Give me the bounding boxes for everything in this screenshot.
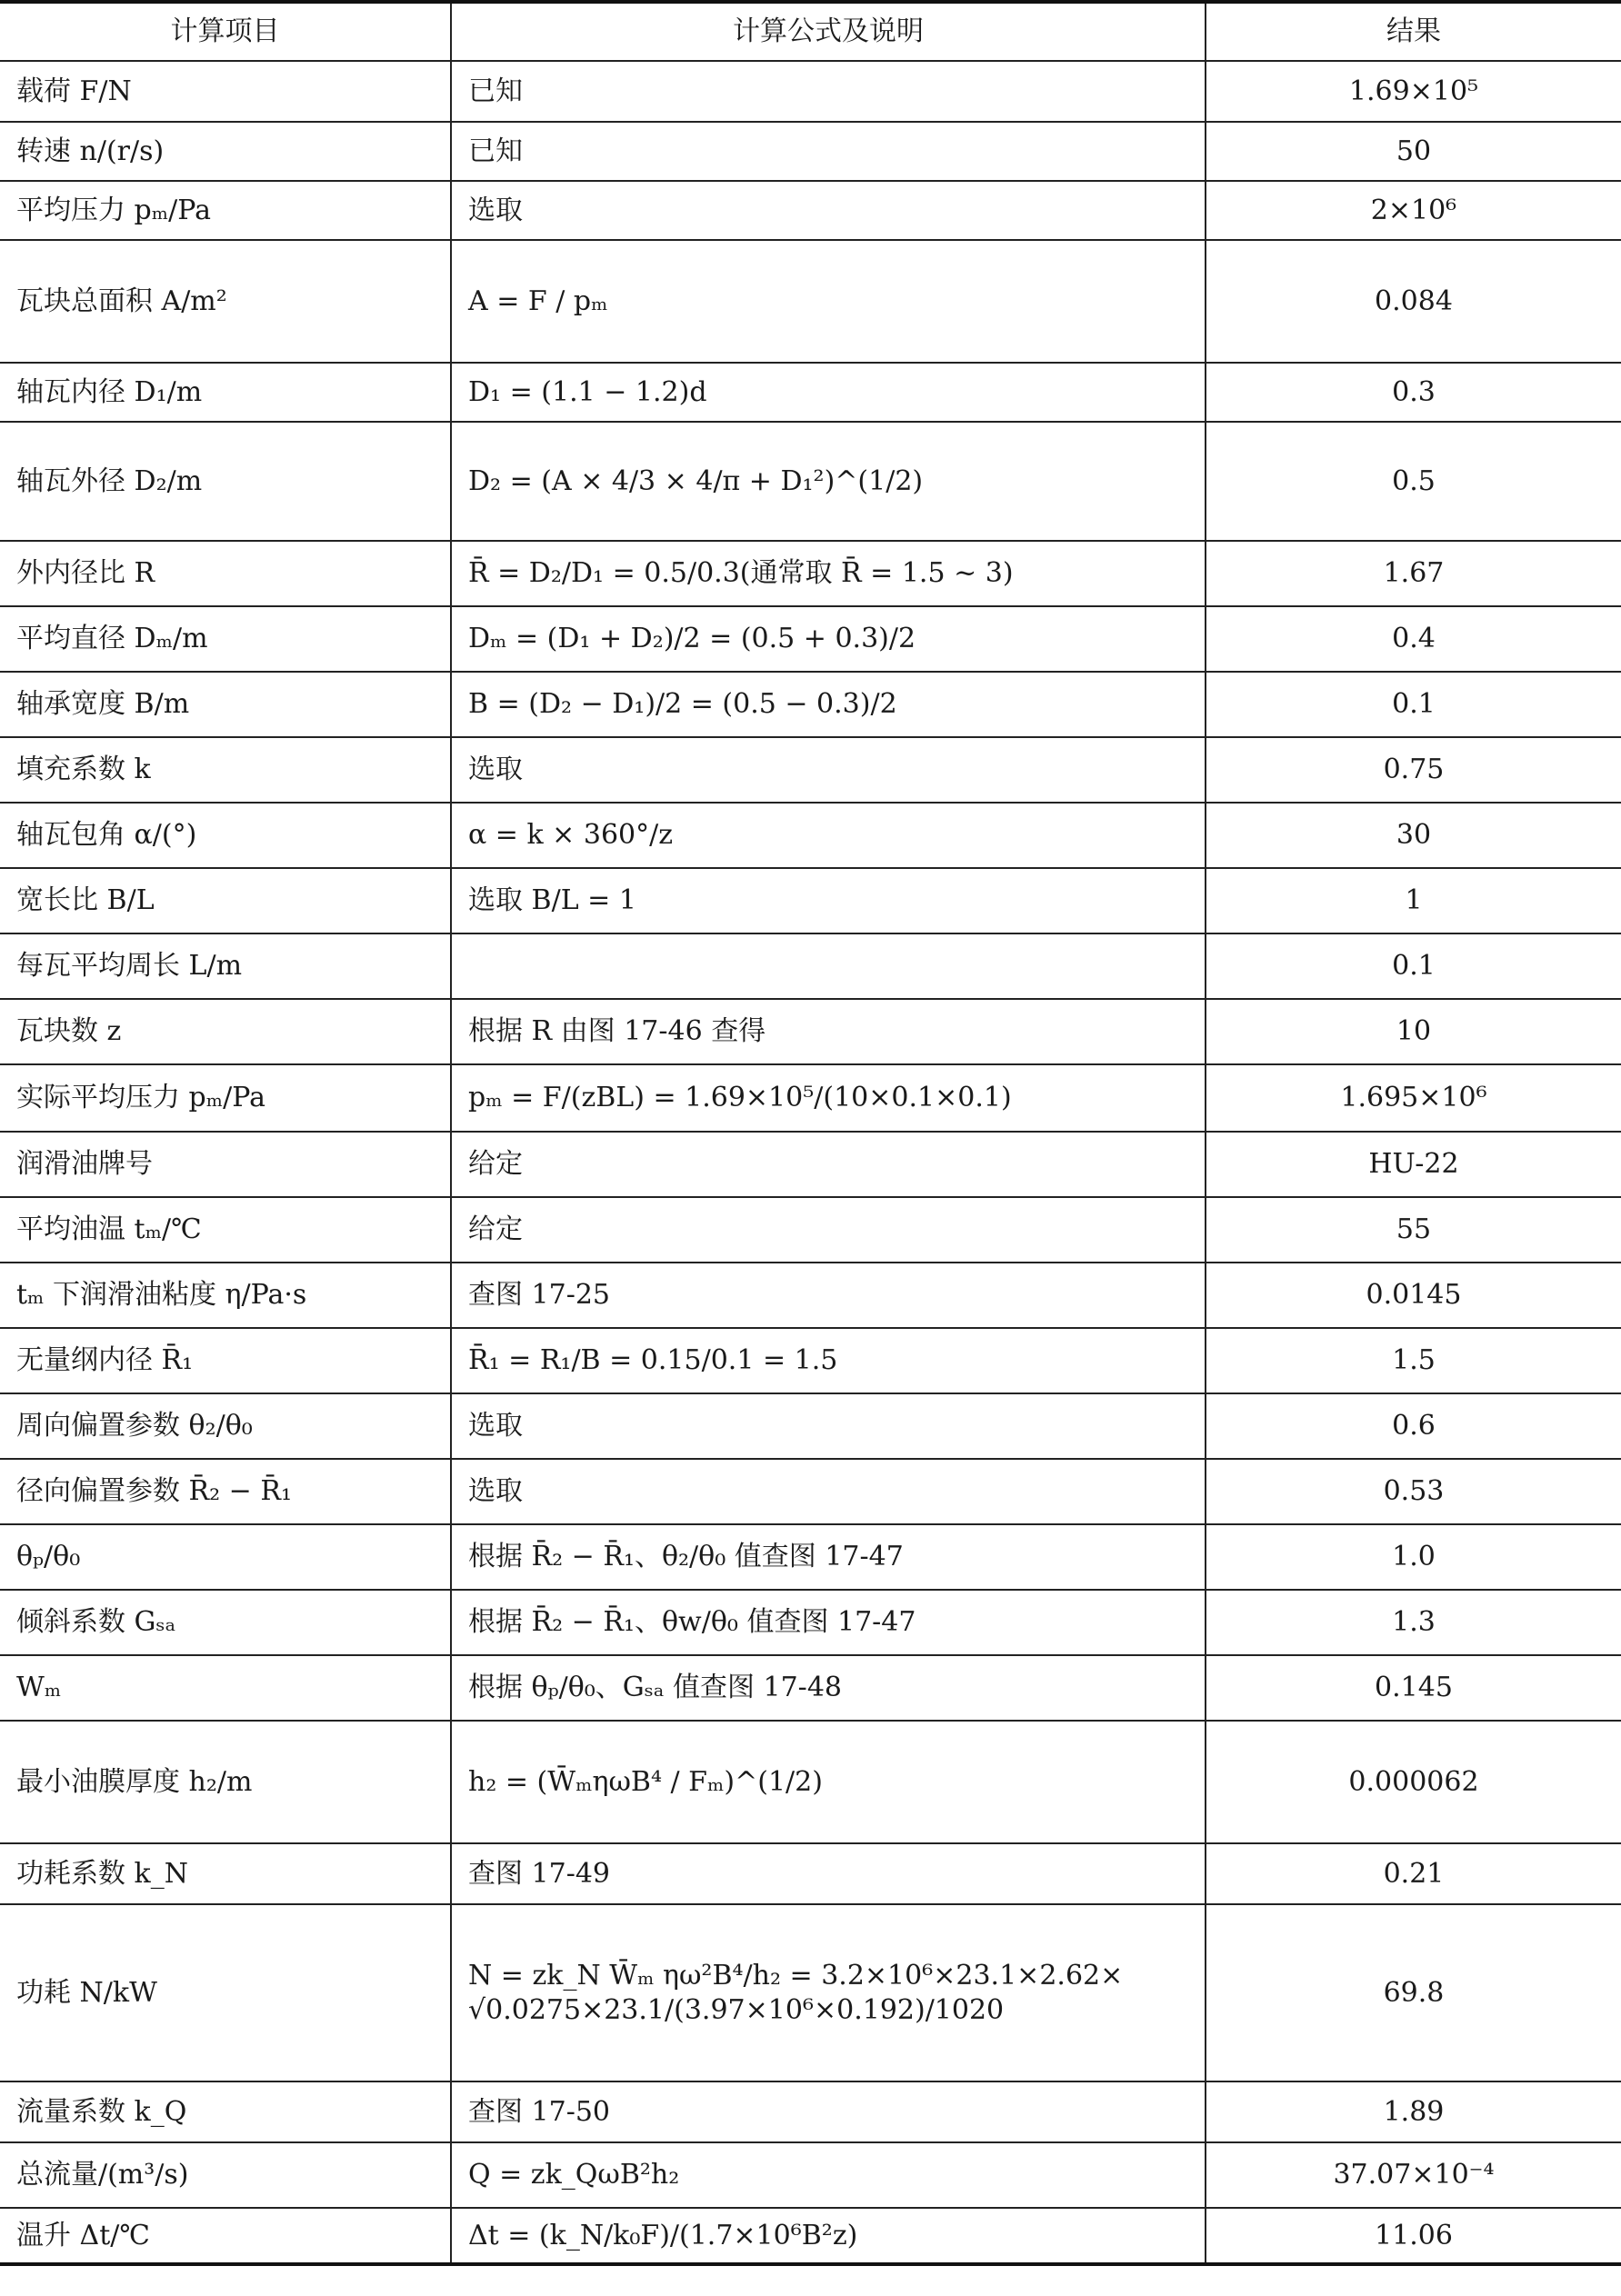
item-cell: 外内径比 R [0,541,451,606]
item-cell: 实际平均压力 pₘ/Pa [0,1064,451,1132]
item-cell: 瓦块总面积 A/m² [0,240,451,363]
table-row [0,363,1621,422]
item-cell: 平均压力 pₘ/Pa [0,181,451,240]
result-cell: 0.4 [1206,606,1621,672]
table-row [0,422,1621,541]
table-row [0,1590,1621,1655]
formula-cell: 给定 [451,1132,1206,1197]
item-cell: 径向偏置参数 R̄₂ − R̄₁ [0,1459,451,1524]
item-cell: 温升 Δt/℃ [0,2208,451,2264]
formula-cell: 已知 [451,61,1206,122]
result-cell: 50 [1206,122,1621,181]
table-row [0,1263,1621,1328]
formula-cell: Q = zk_QωB²h₂ [451,2142,1206,2208]
item-cell: 周向偏置参数 θ₂/θ₀ [0,1393,451,1459]
item-cell: 瓦块数 z [0,999,451,1064]
formula-cell: 选取 [451,1393,1206,1459]
table-row [0,1132,1621,1197]
result-cell: 1 [1206,868,1621,933]
item-cell: 每瓦平均周长 L/m [0,933,451,999]
result-cell: 69.8 [1206,1904,1621,2081]
result-cell: 0.3 [1206,363,1621,422]
table-row [0,933,1621,999]
formula-cell: 选取 [451,1459,1206,1524]
item-cell: 载荷 F/N [0,61,451,122]
result-cell: 1.3 [1206,1590,1621,1655]
table-row [0,1655,1621,1721]
item-cell: 填充系数 k [0,737,451,803]
formula-cell: pₘ = F/(zBL) = 1.69×10⁵/(10×0.1×0.1) [451,1064,1206,1132]
table-row [0,240,1621,363]
formula-cell: 根据 R 由图 17-46 查得 [451,999,1206,1064]
table-row [0,2142,1621,2208]
result-cell: 2×10⁶ [1206,181,1621,240]
table-row [0,1904,1621,2081]
table-row [0,1064,1621,1132]
formula-cell: 根据 R̄₂ − R̄₁、θ₂/θ₀ 值查图 17-47 [451,1524,1206,1590]
item-cell: Wₘ [0,1655,451,1721]
result-cell: 0.1 [1206,933,1621,999]
formula-cell: Δt = (k_N/k₀F)/(1.7×10⁶B²z) [451,2208,1206,2264]
result-cell: 1.5 [1206,1328,1621,1393]
formula-cell: R̄₁ = R₁/B = 0.15/0.1 = 1.5 [451,1328,1206,1393]
result-cell: 0.6 [1206,1393,1621,1459]
formula-cell: R̄ = D₂/D₁ = 0.5/0.3(通常取 R̄ = 1.5 ~ 3) [451,541,1206,606]
header-formula: 计算公式及说明 [451,2,1206,61]
result-cell: 55 [1206,1197,1621,1263]
formula-cell: 给定 [451,1197,1206,1263]
table-row [0,803,1621,868]
formula-cell: D₂ = (A × 4/3 × 4/π + D₁²)^(1/2) [451,422,1206,541]
item-cell: 轴瓦外径 D₂/m [0,422,451,541]
item-cell: 轴瓦内径 D₁/m [0,363,451,422]
result-cell: 1.69×10⁵ [1206,61,1621,122]
result-cell: 0.000062 [1206,1721,1621,1843]
result-cell: 1.695×10⁶ [1206,1064,1621,1132]
table-row [0,868,1621,933]
result-cell: 0.084 [1206,240,1621,363]
formula-cell: h₂ = (W̄ₘηωB⁴ / Fₘ)^(1/2) [451,1721,1206,1843]
formula-cell: 查图 17-49 [451,1843,1206,1904]
item-cell: θₚ/θ₀ [0,1524,451,1590]
result-cell: 0.1 [1206,672,1621,737]
table-row [0,1721,1621,1843]
item-cell: tₘ 下润滑油粘度 η/Pa·s [0,1263,451,1328]
formula-cell: A = F / pₘ [451,240,1206,363]
item-cell: 倾斜系数 Gₛₐ [0,1590,451,1655]
formula-cell: 选取 [451,181,1206,240]
item-cell: 功耗系数 k_N [0,1843,451,1904]
item-cell: 最小油膜厚度 h₂/m [0,1721,451,1843]
table-row [0,1393,1621,1459]
item-cell: 总流量/(m³/s) [0,2142,451,2208]
result-cell: 37.07×10⁻⁴ [1206,2142,1621,2208]
table-row [0,1843,1621,1904]
formula-cell: 选取 [451,737,1206,803]
formula-cell: 查图 17-25 [451,1263,1206,1328]
formula-cell: 选取 B/L = 1 [451,868,1206,933]
item-cell: 轴承宽度 B/m [0,672,451,737]
formula-cell: α = k × 360°/z [451,803,1206,868]
formula-cell: D₁ = (1.1 − 1.2)d [451,363,1206,422]
item-cell: 润滑油牌号 [0,1132,451,1197]
item-cell: 转速 n/(r/s) [0,122,451,181]
result-cell: 11.06 [1206,2208,1621,2264]
table-row [0,1524,1621,1590]
header-item: 计算项目 [0,2,451,61]
item-cell: 无量纲内径 R̄₁ [0,1328,451,1393]
result-cell: 1.67 [1206,541,1621,606]
formula-cell: 根据 θₚ/θ₀、Gₛₐ 值查图 17-48 [451,1655,1206,1721]
result-cell: 0.5 [1206,422,1621,541]
formula-cell: 已知 [451,122,1206,181]
formula-cell: Dₘ = (D₁ + D₂)/2 = (0.5 + 0.3)/2 [451,606,1206,672]
header-result: 结果 [1206,2,1621,61]
table-row [0,606,1621,672]
table-row [0,1328,1621,1393]
formula-cell [451,933,1206,999]
result-cell: 0.53 [1206,1459,1621,1524]
result-cell: HU-22 [1206,1132,1621,1197]
table-row [0,181,1621,240]
item-cell: 功耗 N/kW [0,1904,451,2081]
table-row [0,61,1621,122]
formula-cell: N = zk_N W̄ₘ ηω²B⁴/h₂ = 3.2×10⁶×23.1×2.62× √0.0275×23.1/(3.97×10⁶×0.192)/1020 [451,1904,1206,2081]
table-row [0,1459,1621,1524]
result-cell: 0.21 [1206,1843,1621,1904]
formula-cell: B = (D₂ − D₁)/2 = (0.5 − 0.3)/2 [451,672,1206,737]
formula-cell: 根据 R̄₂ − R̄₁、θw/θ₀ 值查图 17-47 [451,1590,1206,1655]
item-cell: 平均油温 tₘ/℃ [0,1197,451,1263]
result-cell: 0.145 [1206,1655,1621,1721]
result-cell: 1.89 [1206,2081,1621,2142]
table-row [0,737,1621,803]
formula-cell: 查图 17-50 [451,2081,1206,2142]
table-row [0,2208,1621,2264]
item-cell: 宽长比 B/L [0,868,451,933]
table-row [0,672,1621,737]
result-cell: 0.0145 [1206,1263,1621,1328]
result-cell: 30 [1206,803,1621,868]
header-row [0,2,1621,61]
table-row [0,122,1621,181]
item-cell: 平均直径 Dₘ/m [0,606,451,672]
result-cell: 10 [1206,999,1621,1064]
table-row [0,2081,1621,2142]
table-row [0,541,1621,606]
result-cell: 1.0 [1206,1524,1621,1590]
result-cell: 0.75 [1206,737,1621,803]
table-row [0,1197,1621,1263]
item-cell: 轴瓦包角 α/(°) [0,803,451,868]
table-row [0,999,1621,1064]
item-cell: 流量系数 k_Q [0,2081,451,2142]
